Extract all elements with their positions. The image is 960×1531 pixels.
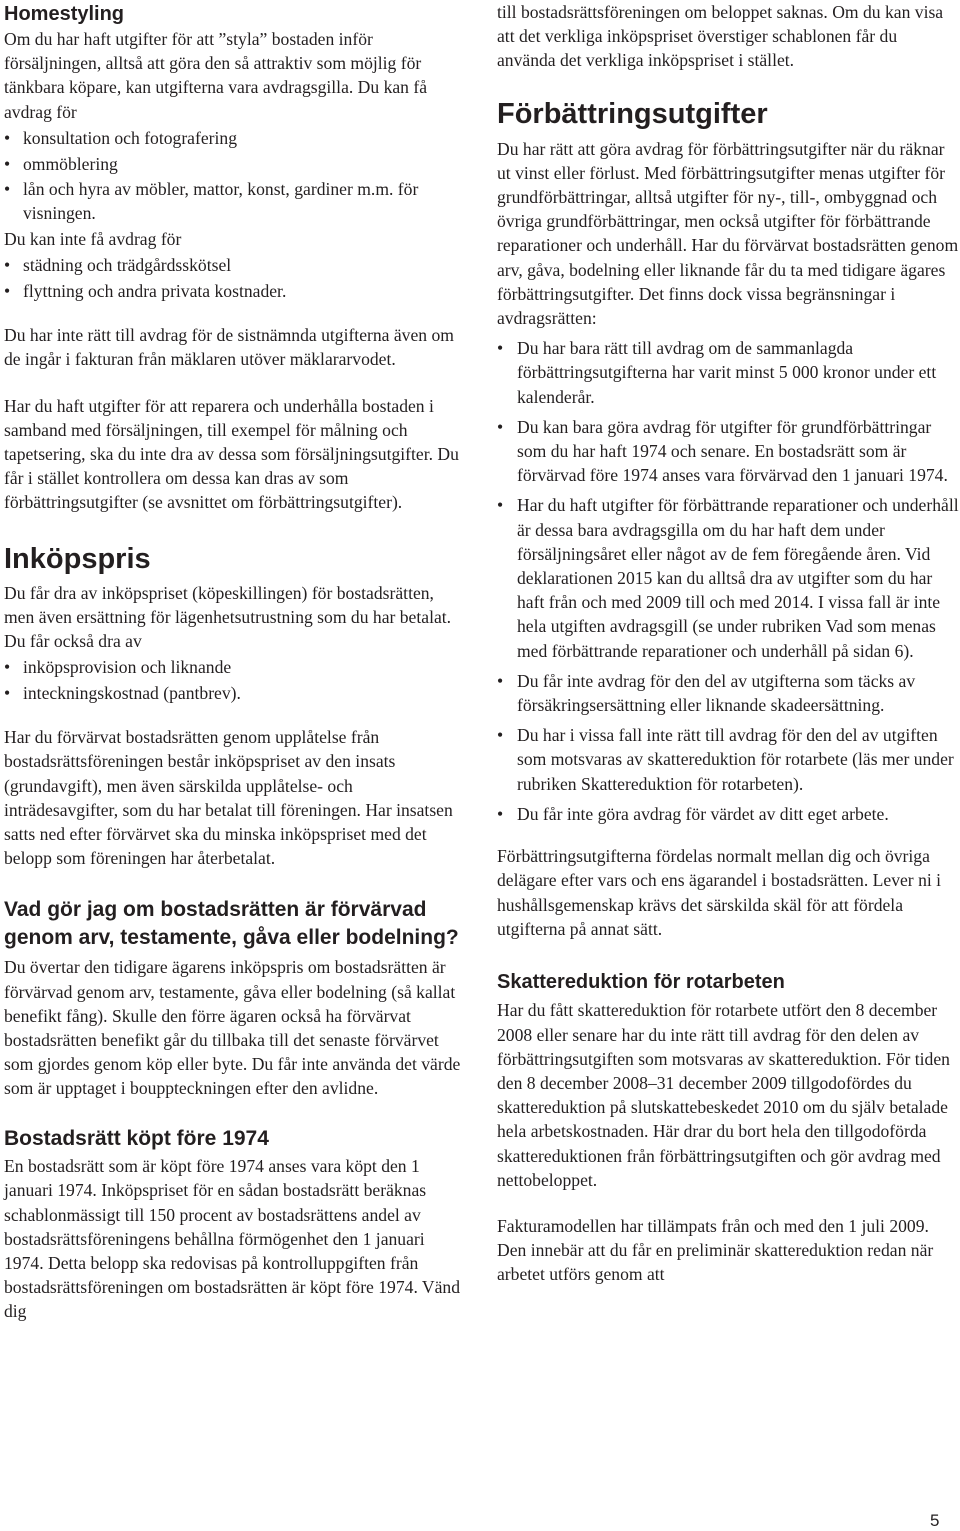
list-item: • lån och hyra av möbler, mattor, konst, gardiner m.m. för visningen.	[4, 177, 466, 225]
arv-paragraph: Du övertar den tidigare ägarens inköpspris om bostadsrätten är förvärvad genom arv, testamente, gåva eller bodelning (så kallat benefikt fång). Skulle den förre ägaren också ha förvärvat bostadsrätten benefikt går du tillbaka till det senaste förvärvet som gjordes genom köp eller byte. Du får inte använda det värde som är upptaget i bouppteckningen efter den avlidne.	[4, 957, 461, 1099]
homestyling-deductible-list	[4, 126, 466, 226]
forbattring-list	[497, 336, 959, 826]
list-item: • ommöblering	[4, 152, 466, 176]
rot-paragraph: Har du fått skattereduktion för rotarbete utfört den 8 december 2008 eller senare har du inte rätt till avdrag för den delen av förbättringsutgiften som motsvaras av skattereduktion. För tiden den 8 december 2008–31 december 2009 tillgodofördes du skattereduktion på slutskattebeskedet 2010 om du själv betalade hela arbetskostnaden. Här drar du bort hela den tillgodoförda skattereduktionen från förbättringsutgiften och gör avdrag med nettobeloppet.	[497, 1000, 950, 1190]
forbattring-paragraph: Du har rätt att göra avdrag för förbättringsutgifter när du räknar ut vinst eller förlust. Med förbättringsutgifter menas utgifter för grundförbättringar, alltså utgifter för ny-, till-, ombyggnad och övriga grundförbättringar, men också utgifter för förbättrande reparationer och underhåll. Har du förvärvat bostadsrätten genom arv, gåva, bodelning eller liknande får du ta med tidigare ägares förbättringsutgifter. Det finns dock vissa begränsningar i avdragsrätten:	[497, 138, 959, 329]
homestyling-not-deductible-intro: Du kan inte få avdrag för	[4, 229, 182, 250]
list-item: • flyttning och andra privata kostnader.	[4, 279, 466, 303]
section-title-forbattringsutgifter: Förbättringsutgifter	[497, 97, 768, 130]
left-column	[4, 0, 466, 1324]
section-title-homestyling: Homestyling	[4, 3, 125, 25]
rot-paragraph: Fakturamodellen har tillämpats från och med den 1 juli 2009. Den innebär att du får en preliminär skattereduktion redan när arbetet utförs genom att	[497, 1216, 934, 1285]
right-column	[497, 0, 959, 1287]
section-title-inkopspris: Inköpspris	[4, 542, 151, 575]
section-title-fore-1974: Bostadsrätt köpt före 1974	[4, 1126, 269, 1150]
section-title-arv: Vad gör jag om bostadsrätten är förvärvad genom arv, testamente, gåva eller bodelning?	[4, 898, 459, 949]
list-item: • inteckningskostnad (pantbrev).	[4, 681, 466, 705]
list-item: • Har du haft utgifter för förbättrande reparationer och underhåll är dessa bara avdragsgilla om du har haft dem under försäljningsåret eller något av de fem föregående åren. Vid deklarationen 2015 kan du alltså dra av utgifter som du har haft från och med 2009 till och med 2014. I vissa fall är inte hela utgiften avdragsgill (se under rubriken Vad som menas med förbättrande reparationer och underhåll på sidan 6).	[497, 493, 959, 662]
inkopspris-list	[4, 655, 466, 705]
homestyling-paragraph: Har du haft utgifter för att reparera och underhålla bostaden i samband med försäljningen, till exempel för målning och tapetsering, ska du inte dra av dessa som försäljningsutgifter. Du får i stället kontrollera om dessa kan dras av som förbättringsutgifter (se avsnittet om förbättringsutgifter).	[4, 395, 459, 513]
section-title-skattereduktion: Skattereduktion för rotarbeten	[497, 970, 785, 993]
list-item: • Du har i vissa fall inte rätt till avdrag för den del av utgiften som motsvaras av skattereduktion för rotarbete (läs mer under rubriken Skattereduktion för rotarbeten).	[497, 723, 959, 796]
list-item: • städning och trädgårdsskötsel	[4, 253, 466, 277]
homestyling-intro: Om du har haft utgifter för att ”styla” bostaden inför försäljningen, alltså att göra den så attraktiv som möjlig för tänkbara köpare, kan utgifterna vara avdragsgilla. Du kan få avdrag för	[4, 29, 428, 122]
page-number: 5	[930, 1511, 940, 1530]
list-item: • konsultation och fotografering	[4, 126, 466, 150]
homestyling-paragraph: Du har inte rätt till avdrag för de sistnämnda utgifterna även om de ingår i fakturan från mäklaren utöver mäklararvodet.	[4, 325, 454, 370]
forbattring-paragraph: Förbättringsutgifterna fördelas normalt mellan dig och övriga delägare efter vars och ens ägarandel i bostadsrätten. Lever ni i hushållsgemenskap krävs det särskilda skäl för att fördela utgifterna på annat sätt.	[497, 846, 942, 939]
list-item: • Du får inte göra avdrag för värdet av ditt eget arbete.	[497, 802, 959, 826]
list-item: • Du får inte avdrag för den del av utgifterna som täcks av försäkringsersättning eller liknande skadeersättning.	[497, 669, 959, 717]
inkopspris-intro: Du får dra av inköpspriset (köpeskillingen) för bostadsrätten, men även ersättning för lägenhetsutrustning som du har betalat. Du får också dra av	[4, 582, 452, 652]
fore-1974-paragraph: En bostadsrätt som är köpt före 1974 anses vara köpt den 1 januari 1974. Inköpspriset för en sådan bostadsrätt beräknas schablonmässigt till 150 procent av bostadsrättens andel av bostadsrättsföreningens behållna förmögenhet den 1 januari 1974. Detta belopp ska redovisas på kontrolluppgiften från bostadsrättsföreningen om bostadsrätten är köpt före 1974. Vänd dig	[4, 1156, 461, 1322]
list-item: • Du kan bara göra avdrag för utgifter för grundförbättringar som du har haft 1974 och senare. En bostadsrätt som är förvärvad före 1974 anses vara förvärvad den 1 januari 1974.	[497, 415, 959, 488]
list-item: • inköpsprovision och liknande	[4, 655, 466, 679]
list-item: • Du har bara rätt till avdrag om de sammanlagda förbättringsutgifterna har varit minst 5 000 kronor under ett kalenderår.	[497, 336, 959, 409]
continuation-paragraph: till bostadsrättsföreningen om beloppet saknas. Om du kan visa att det verkliga inköpspriset överstiger schablonen får du använda det verkliga inköpspriset i stället.	[497, 2, 944, 71]
homestyling-not-deductible-list	[4, 253, 466, 303]
inkopspris-paragraph: Har du förvärvat bostadsrätten genom upplåtelse från bostadsrättsföreningen består inköpspriset av den insats (grundavgift), men även särskilda upplåtelse- och inträdesavgifter, som du har betalat till föreningen. Har insatsen satts ned efter förvärvet ska du minska inköpspriset med det belopp som föreningen har återbetalat.	[4, 727, 453, 869]
